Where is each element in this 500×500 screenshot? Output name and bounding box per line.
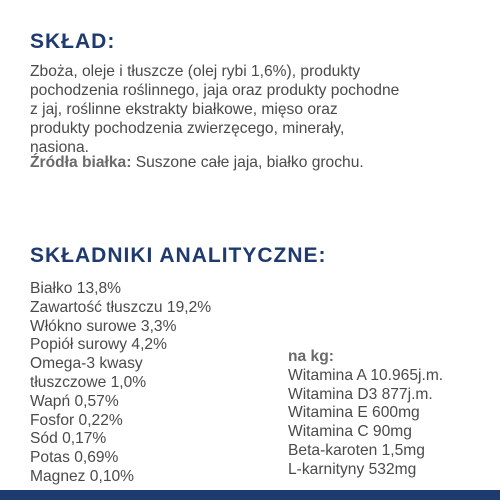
analytic-item: tłuszczowe 1,0%: [30, 373, 147, 391]
analytic-item: Sód 0,17%: [30, 430, 107, 448]
protein-sources-text: Suszone całe jaja, białko grochu.: [131, 154, 364, 171]
analytic-item: Magnez 0,10%: [30, 467, 135, 485]
vitamin-item: Witamina A 10.965j.m.: [288, 366, 444, 384]
vitamin-list: [288, 348, 443, 480]
analytic-item: Popiół surowy 4,2%: [30, 336, 167, 354]
vitamin-item: L-karnityny 532mg: [288, 460, 417, 478]
sklad-heading: SKŁAD:: [30, 30, 116, 53]
analytic-heading: SKŁADNIKI ANALITYCZNE:: [30, 244, 327, 267]
ingredients-line: nasiona.: [30, 139, 89, 156]
analytic-item: Zawartość tłuszczu 19,2%: [30, 298, 212, 316]
analytic-item: Fosfor 0,22%: [30, 411, 123, 429]
vitamin-item: Witamina C 90mg: [288, 423, 412, 441]
ingredients-line: Zboża, oleje i tłuszcze (olej rybi 1,6%), produkty: [30, 63, 361, 80]
protein-sources: [30, 153, 364, 172]
ingredients-line: z jaj, roślinne ekstrakty białkowe, mięso oraz: [30, 101, 338, 118]
vitamin-item: Beta-karoten 1,5mg: [288, 441, 425, 459]
analytic-list: [30, 280, 211, 487]
vitamin-item: Witamina E 600mg: [288, 404, 420, 422]
analytic-item: Białko 13,8%: [30, 280, 122, 297]
bottom-accent-bar: [0, 490, 500, 500]
analytic-item: Wapń 0,57%: [30, 392, 119, 410]
protein-sources-label: Źródła białka:: [30, 154, 132, 171]
ingredients-line: pochodzenia roślinnego, jaja oraz produkty pochodne: [30, 82, 400, 99]
analytic-item: Omega-3 kwasy: [30, 355, 143, 373]
ingredients-text: [30, 62, 475, 157]
ingredients-line: produkty pochodzenia zwierzęcego, minerały,: [30, 120, 345, 137]
analytic-item: Potas 0,69%: [30, 449, 119, 467]
per-kg-label: na kg:: [288, 348, 334, 365]
analytic-item: Włókno surowe 3,3%: [30, 317, 177, 335]
vitamin-item: Witamina D3 877j.m.: [288, 385, 433, 403]
